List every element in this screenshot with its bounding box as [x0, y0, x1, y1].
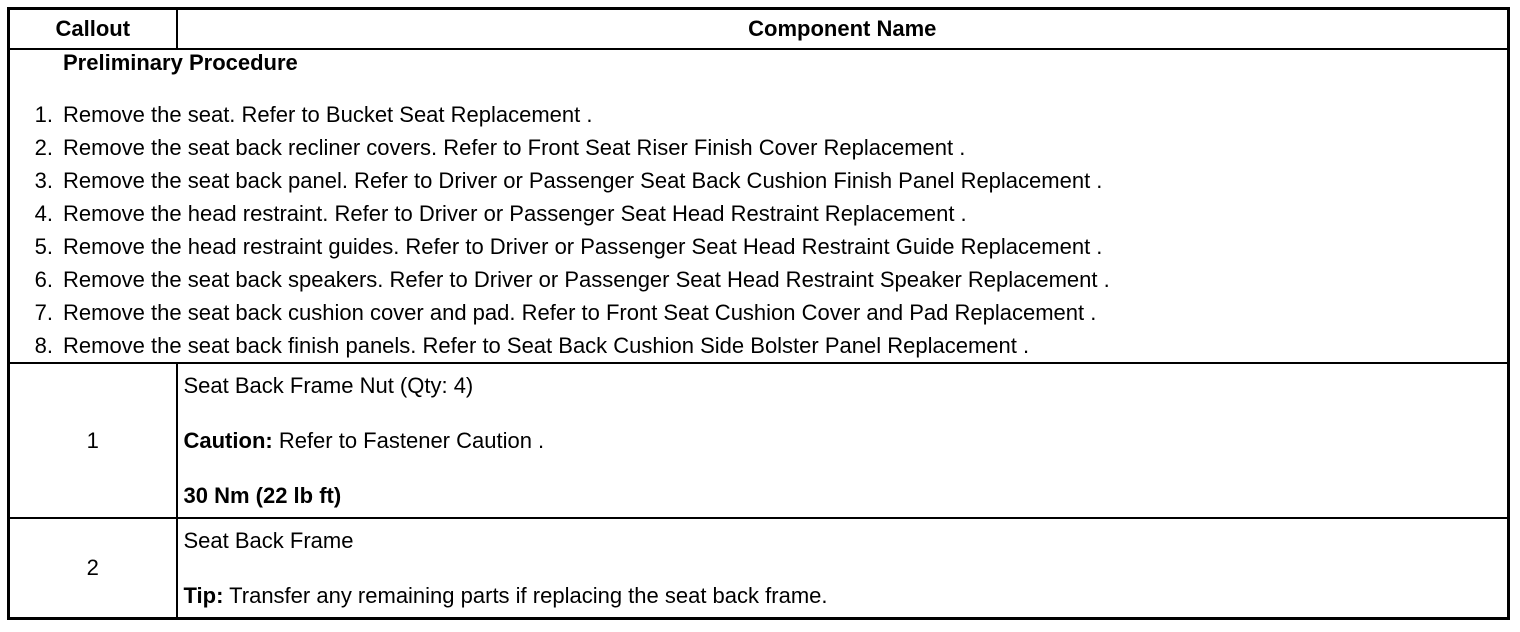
step-text: Remove the head restraint. Refer to Driver or Passenger Seat Head Restraint Replacement .	[63, 200, 967, 226]
torque-spec	[184, 482, 1508, 509]
step-number: 8.	[34, 332, 53, 358]
preliminary-procedure-row	[9, 49, 1509, 363]
callout-number: 1	[9, 363, 177, 518]
preliminary-procedure	[9, 49, 1509, 363]
callout-number: 2	[9, 518, 177, 619]
step-text: Remove the seat. Refer to Bucket Seat Replacement .	[63, 101, 593, 127]
step-number: 6.	[34, 266, 53, 292]
list-item	[10, 263, 1507, 296]
tip-label: Tip:	[183, 582, 224, 608]
step-text: Remove the seat back recliner covers. Refer to Front Seat Riser Finish Cover Replacement .	[63, 134, 966, 160]
step-number: 1.	[34, 101, 53, 127]
step-number: 5.	[34, 233, 53, 259]
callout-header: Callout	[9, 9, 177, 50]
caution-label: Caution:	[183, 427, 273, 453]
preliminary-procedure-title: Preliminary Procedure	[63, 50, 298, 75]
step-number: 2.	[34, 134, 53, 160]
tip-note	[184, 582, 1508, 609]
list-item	[10, 98, 1507, 131]
step-text: Remove the head restraint guides. Refer to Driver or Passenger Seat Head Restraint Guide Replacement .	[63, 233, 1103, 259]
caution-note	[184, 427, 1508, 454]
step-text: Remove the seat back cushion cover and pad. Refer to Front Seat Cushion Cover and Pad Replacement .	[63, 299, 1097, 325]
table-row	[9, 363, 1509, 518]
component-name-header: Component Name	[177, 9, 1509, 50]
list-item	[10, 164, 1507, 197]
step-number: 4.	[34, 200, 53, 226]
torque-spec-value: 30 Nm (22 lb ft)	[183, 482, 342, 508]
list-item	[10, 296, 1507, 329]
step-text: Remove the seat back finish panels. Refer to Seat Back Cushion Side Bolster Panel Replacement .	[63, 332, 1030, 358]
list-item	[10, 230, 1507, 263]
step-text: Remove the seat back speakers. Refer to Driver or Passenger Seat Head Restraint Speaker Replacement .	[63, 266, 1110, 292]
header-row	[9, 9, 1509, 50]
component-name: Seat Back Frame Nut (Qty: 4)	[183, 372, 474, 398]
step-number: 7.	[34, 299, 53, 325]
list-item	[10, 131, 1507, 164]
caution-text: Refer to Fastener Caution .	[272, 427, 545, 453]
procedure-table	[7, 7, 1510, 620]
component-cell	[177, 518, 1509, 619]
step-number: 3.	[34, 167, 53, 193]
step-text: Remove the seat back panel. Refer to Driver or Passenger Seat Back Cushion Finish Panel Replacement .	[63, 167, 1103, 193]
preliminary-steps-list	[10, 98, 1507, 362]
table-row	[9, 518, 1509, 619]
component-cell	[177, 363, 1509, 518]
tip-text: Transfer any remaining parts if replacing the seat back frame.	[223, 582, 828, 608]
component-name: Seat Back Frame	[183, 527, 354, 553]
list-item	[10, 197, 1507, 230]
list-item	[10, 329, 1507, 362]
